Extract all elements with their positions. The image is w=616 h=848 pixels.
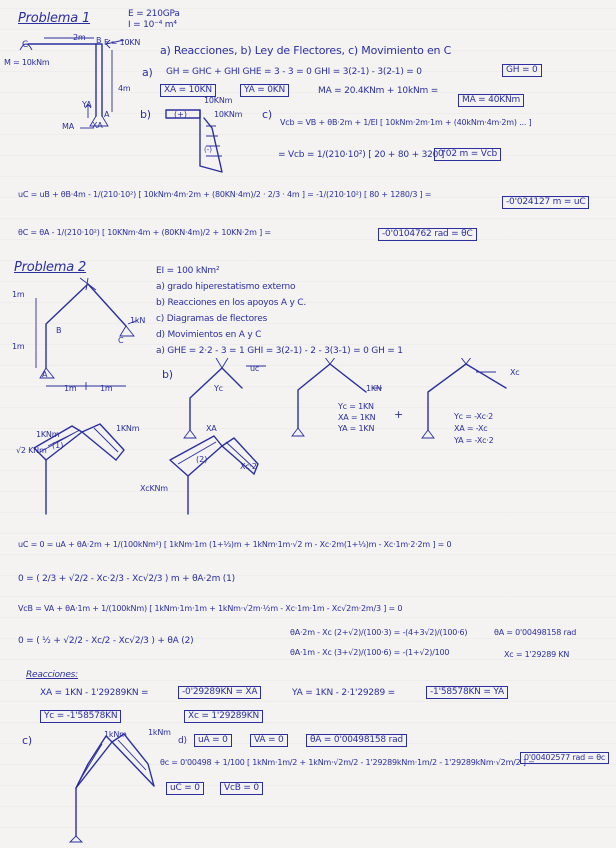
- p2-sub3-xc: Xc: [510, 368, 520, 377]
- p2-xc-result: Xc = 1'29289 KN: [504, 650, 570, 659]
- p2-ua-result-box: uA = 0: [194, 734, 232, 747]
- p2-task-b: b) Reacciones en los apoyos A y C.: [156, 298, 307, 308]
- p2-stiffness: EI = 100 kNm²: [156, 266, 220, 276]
- p1-vcb-result-box: 0'02 m = Vcb: [434, 148, 501, 161]
- p2-md-sqrt2: √2 KNm: [16, 446, 47, 455]
- p1-vcb-equation: Vcb = VB + θB·2m + 1/EI [ 10kNm·2m·1m + (40kNm·4m·2m) ... ]: [280, 118, 532, 127]
- p1-force-label: F = 10KN: [104, 38, 141, 47]
- p2-width-1: 1m: [64, 384, 77, 393]
- svg-text:(2): (2): [196, 455, 208, 464]
- p1-xa-label: XA: [92, 121, 103, 130]
- p2-thetac-equation: θc = 0'00498 + 1/100 [ 1kNm·1m/2 + 1kNm·√2m/2 - 1'29289kNm·1m/2 - 1'29289kNm·√2m/2 ] =: [160, 758, 535, 767]
- p2-yc-result-box: Yc = -1'58578KN: [40, 710, 121, 723]
- p1-thetac-result-box: -0'0104762 rad = θC: [378, 228, 477, 241]
- p2-equation-2: 0 = ( ½ + √2/2 - Xc/2 - Xc√2/3 ) + θA (2): [18, 636, 194, 646]
- p2-theta-a-result: θA = 0'00498158 rad: [494, 628, 577, 637]
- p2-sub3-xa: XA = -Xc: [454, 424, 488, 433]
- p2-ya-result-box: -1'58578KN = YA: [426, 686, 508, 699]
- p2-height-1: 1m: [12, 290, 25, 299]
- p1-xa-result-box: XA = 10KN: [160, 84, 216, 97]
- p2-md-1knm-a: 1KNm: [36, 430, 60, 439]
- p2-xa-equation: XA = 1KN - 1'29289KN =: [40, 688, 149, 698]
- p1-node-c-label: C: [22, 40, 29, 50]
- p2-md-xcknm: XcKNm: [140, 484, 168, 493]
- p2-plus-sign: +: [394, 408, 404, 421]
- p2-vcb-compat-equation: VcB = VA + θA·1m + 1/(100kNm) [ 1kNm·1m·1m + 1kNm·√2m·½m - Xc·1m·1m - Xc√2m·2m/3 ] = 0: [18, 604, 403, 613]
- p2-task-d: d) Movimientos en A y C: [156, 330, 262, 340]
- problem2-title: Problema 2: [14, 260, 87, 275]
- p2-part-b-label: b): [162, 368, 173, 381]
- p2-part-d-label: d): [178, 736, 187, 746]
- p1-gh-result-box: GH = 0: [502, 64, 542, 77]
- p2-final-moment-diagram: [58, 724, 168, 844]
- p1-node-b-label: B: [96, 36, 102, 45]
- p1-diagram-value-1: 10KNm: [204, 96, 233, 105]
- p2-xa-result-box: -0'29289KN = XA: [178, 686, 261, 699]
- p2-md-xc2: Xc·2: [240, 462, 257, 471]
- p1-uc-equation: uC = uB + θB·4m - 1/(210·10²) [ 10kNm·4m·2m + (80KN·4m)/2 · 2/3 · 4m ] = -1/(210·10²) [ 80 + 1280/3 ] =: [18, 190, 432, 199]
- svg-text:(+): (+): [174, 110, 187, 119]
- svg-text:(1): (1): [52, 441, 64, 450]
- p1-gh-equation: GH = GHC + GHI GHE = 3 - 3 = 0 GHI = 3(2-1) - 3(2-1) = 0: [166, 67, 422, 77]
- p2-task-c: c) Diagramas de flectores: [156, 314, 268, 324]
- p2-width-2: 1m: [100, 384, 113, 393]
- p1-vcb-result-line: = Vcb = 1/(210·10²) [ 20 + 80 + 320 ]: [278, 150, 445, 160]
- p1-thetac-equation: θC = θA - 1/(210·10²) [ 10KNm·4m + (80KN·4m)/2 + 10KN·2m ] =: [18, 228, 271, 237]
- p2-gh-equation: a) GHE = 2·2 - 3 = 1 GHI = 3(2-1) - 2 - 3(3-1) = 0 GH = 1: [156, 346, 403, 356]
- p2-sub2-xa: XA = 1KN: [338, 413, 376, 422]
- p2-node-a-label: A: [42, 370, 48, 379]
- p2-reactions-title: Reacciones:: [26, 670, 78, 680]
- p2-thetaa-result-box: θA = 0'00498158 rad: [306, 734, 407, 747]
- p2-uc-compat-equation: uC = 0 = uA + θA·2m + 1/(100kNm²) [ 1kNm·1m (1+⅓)m + 1kNm·1m·√2 m - Xc·2m(1+⅓)m - Xc·1m·2·2m ] = 0: [18, 540, 452, 549]
- p2-node-b-label: B: [56, 326, 62, 335]
- p2-final-1knm-a: 1kNm: [104, 730, 127, 739]
- p1-ya-label: YA: [82, 100, 92, 109]
- p2-ya-equation: YA = 1KN - 2·1'29289 =: [292, 688, 395, 698]
- p2-final-1knm-b: 1kNm: [148, 728, 171, 737]
- p1-ma-equation: MA = 20.4KNm + 10kNm =: [318, 86, 439, 96]
- p1-moment-diagram: [160, 96, 252, 176]
- p1-ya-result-box: YA = 0KN: [240, 84, 289, 97]
- p2-load-label: 1kN: [130, 316, 146, 325]
- p2-va-result-box: VA = 0: [250, 734, 288, 747]
- p1-inertia: I = 10⁻⁴ m⁴: [128, 20, 177, 30]
- p2-part-c-label: c): [22, 734, 32, 747]
- svg-text:(-): (-): [204, 146, 212, 154]
- p1-part-a-label: a): [142, 66, 153, 79]
- p2-equation-1: 0 = ( 2/3 + √2/2 - Xc·2/3 - Xc√2/3 ) m + θA·2m (1): [18, 574, 235, 584]
- p2-uc-result-box: uC = 0: [166, 782, 204, 795]
- p2-system-eq-1: θA·2m - Xc (2+√2)/(100·3) = -(4+3√2)/(100·6): [290, 628, 468, 637]
- p1-diagram-value-2: 10KNm: [214, 110, 243, 119]
- p1-uc-result-box: -0'024127 m = uC: [502, 196, 589, 209]
- p2-frame-figure: [8, 270, 156, 396]
- problem1-title: Problema 1: [18, 11, 91, 26]
- p2-task-a: a) grado hiperestatismo externo: [156, 282, 296, 292]
- p2-sub1-load: 1KN: [366, 384, 382, 393]
- p2-node-c-label: C: [118, 336, 124, 345]
- p2-sub3-yc: Yc = -Xc·2: [454, 412, 494, 421]
- p1-node-a-label: A: [104, 110, 110, 119]
- p2-sub1-uc: uc: [250, 364, 260, 373]
- p2-md-1knm-b: 1KNm: [116, 424, 140, 433]
- p1-length-2m: 2m: [73, 33, 86, 42]
- p1-moment-label: M = 10kNm: [4, 58, 50, 67]
- p2-thetac-result-box: 0'00402577 rad = θc: [520, 752, 609, 764]
- p2-sub3-ya: YA = -Xc·2: [454, 436, 494, 445]
- p1-part-b-label: b): [140, 108, 151, 121]
- p1-ma-label: MA: [62, 122, 74, 131]
- p2-sub1-xa: XA: [206, 424, 217, 433]
- p1-part-c-label: c): [262, 108, 272, 121]
- p2-sub1-yc: Yc: [214, 384, 223, 393]
- p1-modulus: E = 210GPa: [128, 9, 180, 19]
- p1-tasks: a) Reacciones, b) Ley de Flectores, c) Movimiento en C: [160, 44, 452, 57]
- p2-sub2-yc: Yc = 1KN: [338, 402, 374, 411]
- p2-system-eq-2: θA·1m - Xc (3+√2)/(100·6) = -(1+√2)/100: [290, 648, 450, 657]
- p1-ma-result-box: MA = 40KNm: [458, 94, 524, 107]
- p2-sub2-ya: YA = 1KN: [338, 424, 375, 433]
- p1-length-4m: 4m: [118, 84, 131, 93]
- p2-height-2: 1m: [12, 342, 25, 351]
- p2-vcb-result-box: VcB = 0: [220, 782, 263, 795]
- p2-xc-result-box: Xc = 1'29289KN: [184, 710, 263, 723]
